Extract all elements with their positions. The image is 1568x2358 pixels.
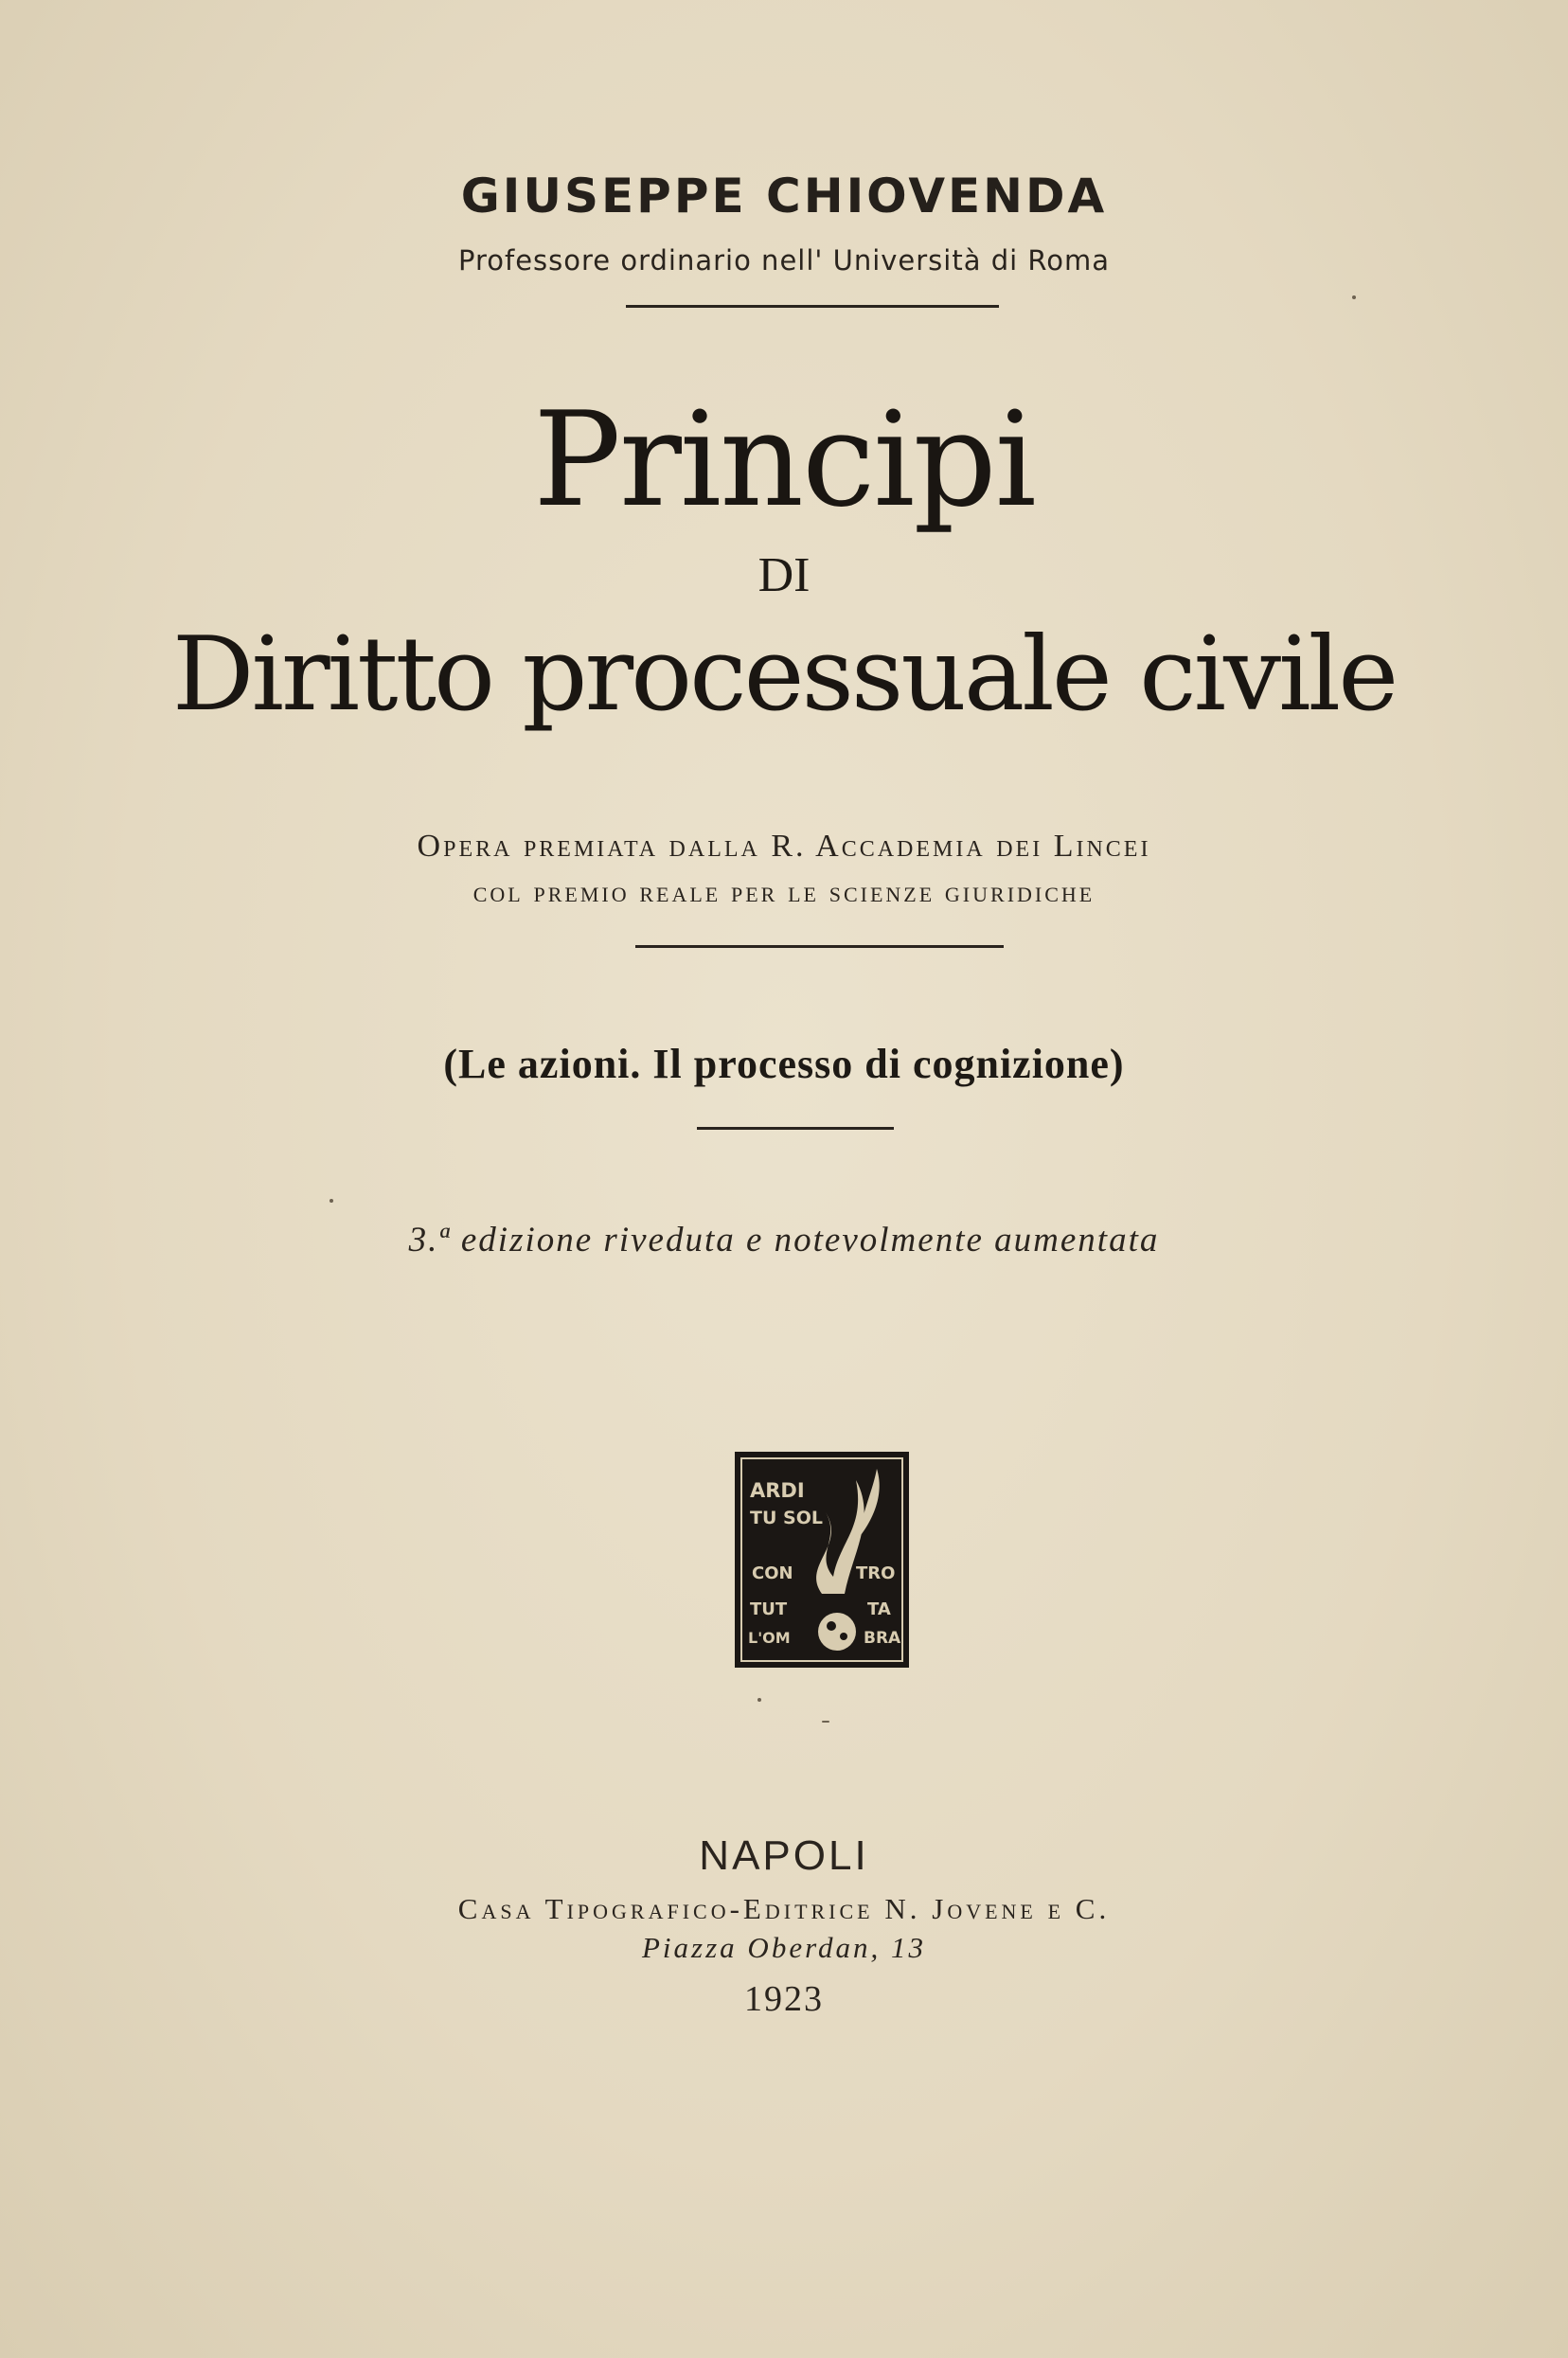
imprint-publisher: Casa Tipografico-Editrice N. Jovene e C. [457, 1892, 1111, 1925]
emblem-text-lom: L'OM [748, 1629, 791, 1647]
paper-speck [1352, 295, 1356, 299]
fire-base-icon [818, 1613, 856, 1651]
emblem-text-ardi: ARDI [750, 1479, 805, 1502]
divider-rule-lower [697, 1127, 894, 1130]
paper-speck [330, 1199, 333, 1203]
book-title: Principi [533, 384, 1035, 536]
imprint-year: 1923 [744, 1979, 824, 2019]
printer-emblem [735, 1452, 909, 1668]
imprint-address: Piazza Oberdan, 13 [642, 1931, 926, 1964]
title-connector: DI [757, 548, 811, 602]
emblem-text-bra: BRA [864, 1629, 901, 1648]
award-line-2: col premio reale per le scienze giuridiche [472, 875, 1096, 908]
author-affiliation: Professore ordinario nell' Università di Roma [457, 244, 1110, 277]
emblem-text-ta: TA [867, 1599, 891, 1619]
book-subtitle: Diritto processuale civile [171, 616, 1397, 734]
emblem-text-tro: TRO [856, 1563, 896, 1583]
edition-statement: 3.ª edizione riveduta e notevolmente aumentata [408, 1221, 1160, 1259]
emblem-text-tut: TUT [750, 1599, 788, 1619]
paper-speck [757, 1698, 761, 1702]
award-line-1: Opera premiata dalla R. Accademia dei Lincei [417, 829, 1151, 864]
divider-rule-top [626, 305, 999, 308]
emblem-text-con: CON [752, 1563, 793, 1583]
paper-speck [822, 1721, 829, 1723]
imprint-city: NAPOLI [699, 1832, 869, 1879]
author-name: GIUSEPPE CHIOVENDA [460, 169, 1108, 223]
volume-contents: (Le azioni. Il processo di cognizione) [443, 1041, 1125, 1087]
divider-rule-middle [635, 945, 1004, 948]
emblem-text-tusol: TU SOL [750, 1508, 823, 1528]
